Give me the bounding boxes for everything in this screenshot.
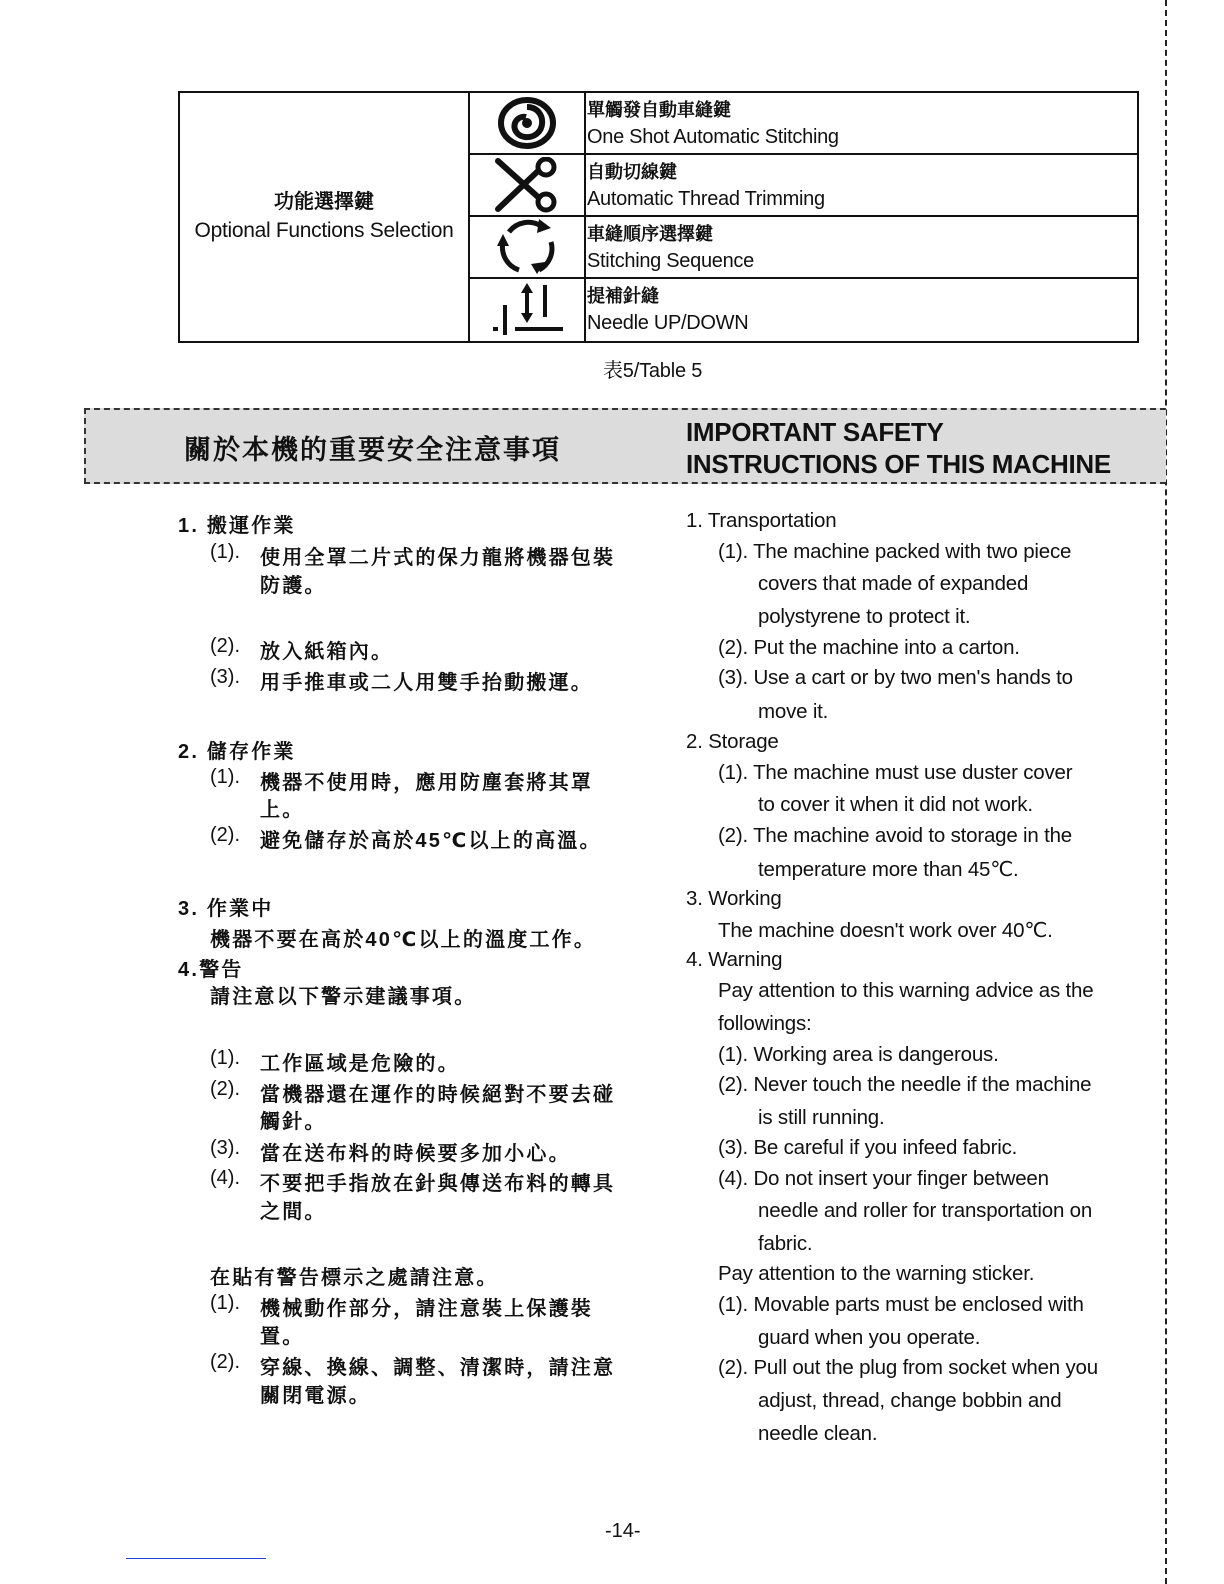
section-title: 1. 搬運作業 [178, 515, 296, 537]
item-number: (2). [210, 635, 240, 657]
functions-row-en: Stitching Sequence [587, 250, 754, 272]
scissors-icon [494, 157, 560, 213]
item-number: (2). [210, 824, 240, 846]
list-item: 避免儲存於高於45℃以上的高溫。 [260, 830, 602, 852]
list-item-cont: temperature more than 45℃. [758, 858, 1019, 881]
functions-row-needle-up-down [470, 279, 1137, 341]
section-title: 1. Transportation [686, 509, 837, 532]
item-number: (3). [210, 1137, 240, 1159]
cycle-arrows-icon [497, 218, 557, 276]
item-number: (4). [210, 1167, 240, 1189]
list-item: (4). Do not insert your finger between [718, 1167, 1049, 1190]
list-item-cont: 上。 [260, 799, 305, 821]
list-item-cont: polystyrene to protect it. [758, 605, 971, 628]
list-item: (3). Use a cart or by two men's hands to [718, 666, 1073, 689]
list-item-cont: guard when you operate. [758, 1326, 981, 1349]
item-number: (1). [210, 541, 240, 563]
section-title: 2. 儲存作業 [178, 741, 296, 763]
functions-table-left-cell [180, 93, 470, 341]
functions-row-one-shot [470, 93, 1137, 155]
sticker-title: 在貼有警告標示之處請注意。 [210, 1267, 499, 1289]
item-number: (2). [210, 1351, 240, 1373]
functions-row-stitching-sequence [470, 217, 1137, 279]
list-item-cont: move it. [758, 700, 829, 723]
list-item: (2). Put the machine into a carton. [718, 636, 1020, 659]
list-item: (2). The machine avoid to storage in the [718, 824, 1072, 847]
list-item: (3). Be careful if you infeed fabric. [718, 1136, 1018, 1159]
section-title: 3. 作業中 [178, 898, 274, 920]
item-number: (1). [210, 766, 240, 788]
section-title: 4. Warning [686, 948, 783, 971]
table-caption: 表5/Table 5 [603, 360, 703, 382]
list-item: 穿線、換線、調整、清潔時，請注意 [260, 1357, 616, 1379]
list-item-cont: 關閉電源。 [260, 1385, 371, 1407]
functions-row-zh: 提補針縫 [587, 286, 659, 306]
list-item-cont: needle and roller for transportation on [758, 1199, 1093, 1222]
list-item-cont: 置。 [260, 1326, 305, 1348]
sticker-title: Pay attention to the warning sticker. [718, 1262, 1035, 1285]
list-item: 當機器還在運作的時候絕對不要去碰 [260, 1084, 616, 1106]
list-item: 使用全罩二片式的保力龍將機器包裝 [260, 547, 616, 569]
functions-row-en: One Shot Automatic Stitching [587, 126, 839, 148]
list-item: (1). Working area is dangerous. [718, 1043, 999, 1066]
functions-row-thread-trim [470, 155, 1137, 217]
needle-up-down-icon [489, 281, 565, 339]
one-shot-spiral-icon [498, 96, 556, 150]
page-number: -14- [605, 1520, 641, 1542]
list-item: (2). Never touch the needle if the machine [718, 1073, 1092, 1096]
list-item: 機器不使用時，應用防塵套將其罩 [260, 772, 593, 794]
item-number: (3). [210, 666, 240, 688]
list-item-cont: 之間。 [260, 1201, 327, 1223]
safety-header-en-line1: IMPORTANT SAFETY [686, 417, 944, 447]
list-item: (1). The machine must use duster cover [718, 761, 1073, 784]
bottom-link-underline[interactable] [126, 1558, 266, 1559]
safety-header-zh: 關於本機的重要安全注意事項 [184, 435, 561, 465]
cut-line-right [1165, 0, 1167, 1584]
list-item: 放入紙箱內。 [260, 641, 394, 663]
functions-row-zh: 自動切線鍵 [587, 162, 677, 182]
functions-row-en: Automatic Thread Trimming [587, 188, 825, 210]
item-number: (2). [210, 1078, 240, 1100]
functions-row-zh: 單觸發自動車縫鍵 [587, 100, 731, 120]
list-item-cont: covers that made of expanded [758, 572, 1029, 595]
list-item: 用手推車或二人用雙手抬動搬運。 [260, 672, 593, 694]
section-body: 請注意以下警示建議事項。 [210, 986, 477, 1008]
item-number: (1). [210, 1292, 240, 1314]
functions-table-left-zh: 功能選擇鍵 [274, 191, 374, 213]
list-item: 工作區域是危險的。 [260, 1053, 460, 1075]
section-body: Pay attention to this warning advice as the [718, 979, 1094, 1002]
list-item: 機械動作部分，請注意裝上保護裝 [260, 1298, 593, 1320]
safety-header-en-line2: INSTRUCTIONS OF THIS MACHINE [686, 449, 1111, 479]
functions-table-left-en: Optional Functions Selection [194, 219, 454, 242]
list-item-cont: fabric. [758, 1232, 813, 1255]
section-body-cont: followings: [718, 1012, 812, 1035]
list-item: (1). The machine packed with two piece [718, 540, 1072, 563]
list-item-cont: 防護。 [260, 575, 327, 597]
section-body: The machine doesn't work over 40℃. [718, 919, 1053, 942]
list-item: 當在送布料的時候要多加小心。 [260, 1143, 571, 1165]
list-item-cont: to cover it when it did not work. [758, 793, 1033, 816]
safety-header-en [686, 416, 1111, 480]
section-title: 4.警告 [178, 959, 244, 981]
list-item: (2). Pull out the plug from socket when you [718, 1356, 1098, 1379]
list-item-cont: 觸針。 [260, 1111, 327, 1133]
functions-row-en: Needle UP/DOWN [587, 312, 749, 334]
functions-table [178, 91, 1139, 343]
safety-header-band [84, 408, 1166, 484]
section-title: 2. Storage [686, 730, 779, 753]
list-item-cont: needle clean. [758, 1422, 878, 1445]
list-item-cont: is still running. [758, 1106, 885, 1129]
list-item-cont: adjust, thread, change bobbin and [758, 1389, 1062, 1412]
list-item: 不要把手指放在針與傳送布料的轉具 [260, 1173, 616, 1195]
list-item: (1). Movable parts must be enclosed with [718, 1293, 1084, 1316]
functions-row-zh: 車縫順序選擇鍵 [587, 224, 713, 244]
section-body: 機器不要在高於40℃以上的溫度工作。 [210, 929, 597, 951]
item-number: (1). [210, 1047, 240, 1069]
section-title: 3. Working [686, 887, 782, 910]
